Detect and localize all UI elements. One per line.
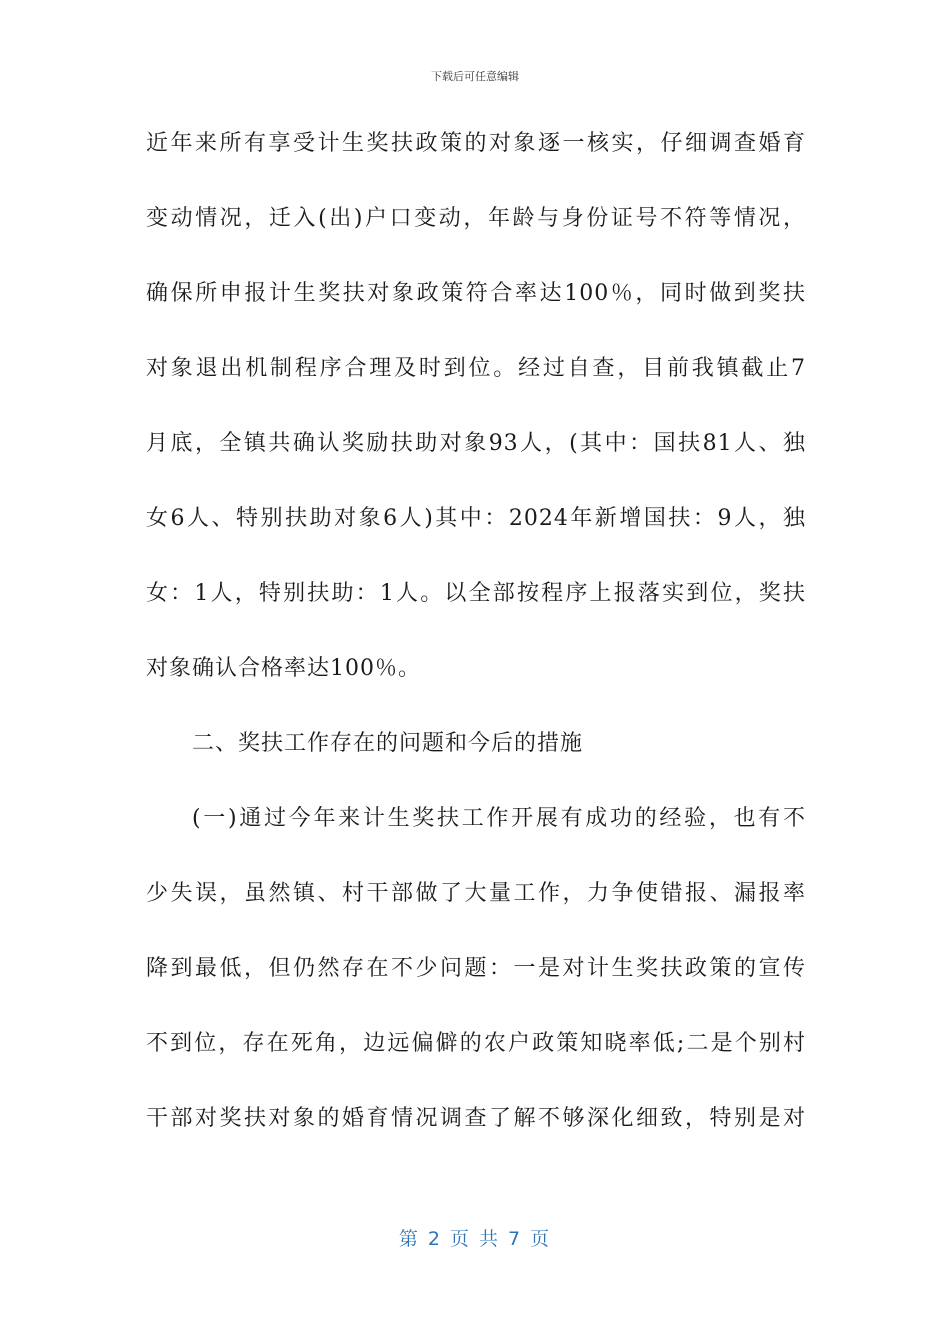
body-line: 月底，全镇共确认奖励扶助对象93人，(其中：国扶81人、独 [146, 431, 806, 456]
body-line: 女：1人，特别扶助：1人。以全部按程序上报落实到位，奖扶 [146, 581, 806, 606]
body-line: (一)通过今年来计生奖扶工作开展有成功的经验，也有不 [192, 806, 806, 831]
body-line: 对象确认合格率达100％。 [146, 656, 421, 681]
body-line: 对象退出机制程序合理及时到位。经过自查，目前我镇截止7 [146, 356, 806, 381]
body-line: 女6人、特别扶助对象6人)其中：2024年新增国扶：9人，独 [146, 506, 806, 531]
body-line: 确保所申报计生奖扶对象政策符合率达100％，同时做到奖扶 [146, 281, 806, 306]
page-header: 下载后可任意编辑 [431, 70, 519, 83]
body-line: 变动情况，迁入(出)户口变动，年龄与身份证号不符等情况， [146, 206, 806, 231]
body-line: 降到最低，但仍然存在不少问题：一是对计生奖扶政策的宣传 [146, 956, 806, 981]
page-number: 第 2 页 共 7 页 [398, 1228, 552, 1250]
body-line: 不到位，存在死角，边远偏僻的农户政策知晓率低;二是个别村 [146, 1031, 806, 1056]
section-heading: 二、奖扶工作存在的问题和今后的措施 [192, 731, 584, 756]
body-line: 干部对奖扶对象的婚育情况调查了解不够深化细致，特别是对 [146, 1106, 806, 1131]
body-line: 近年来所有享受计生奖扶政策的对象逐一核实，仔细调查婚育 [146, 131, 806, 156]
body-line: 少失误，虽然镇、村干部做了大量工作，力争使错报、漏报率 [146, 881, 806, 906]
document-body [146, 118, 806, 1168]
